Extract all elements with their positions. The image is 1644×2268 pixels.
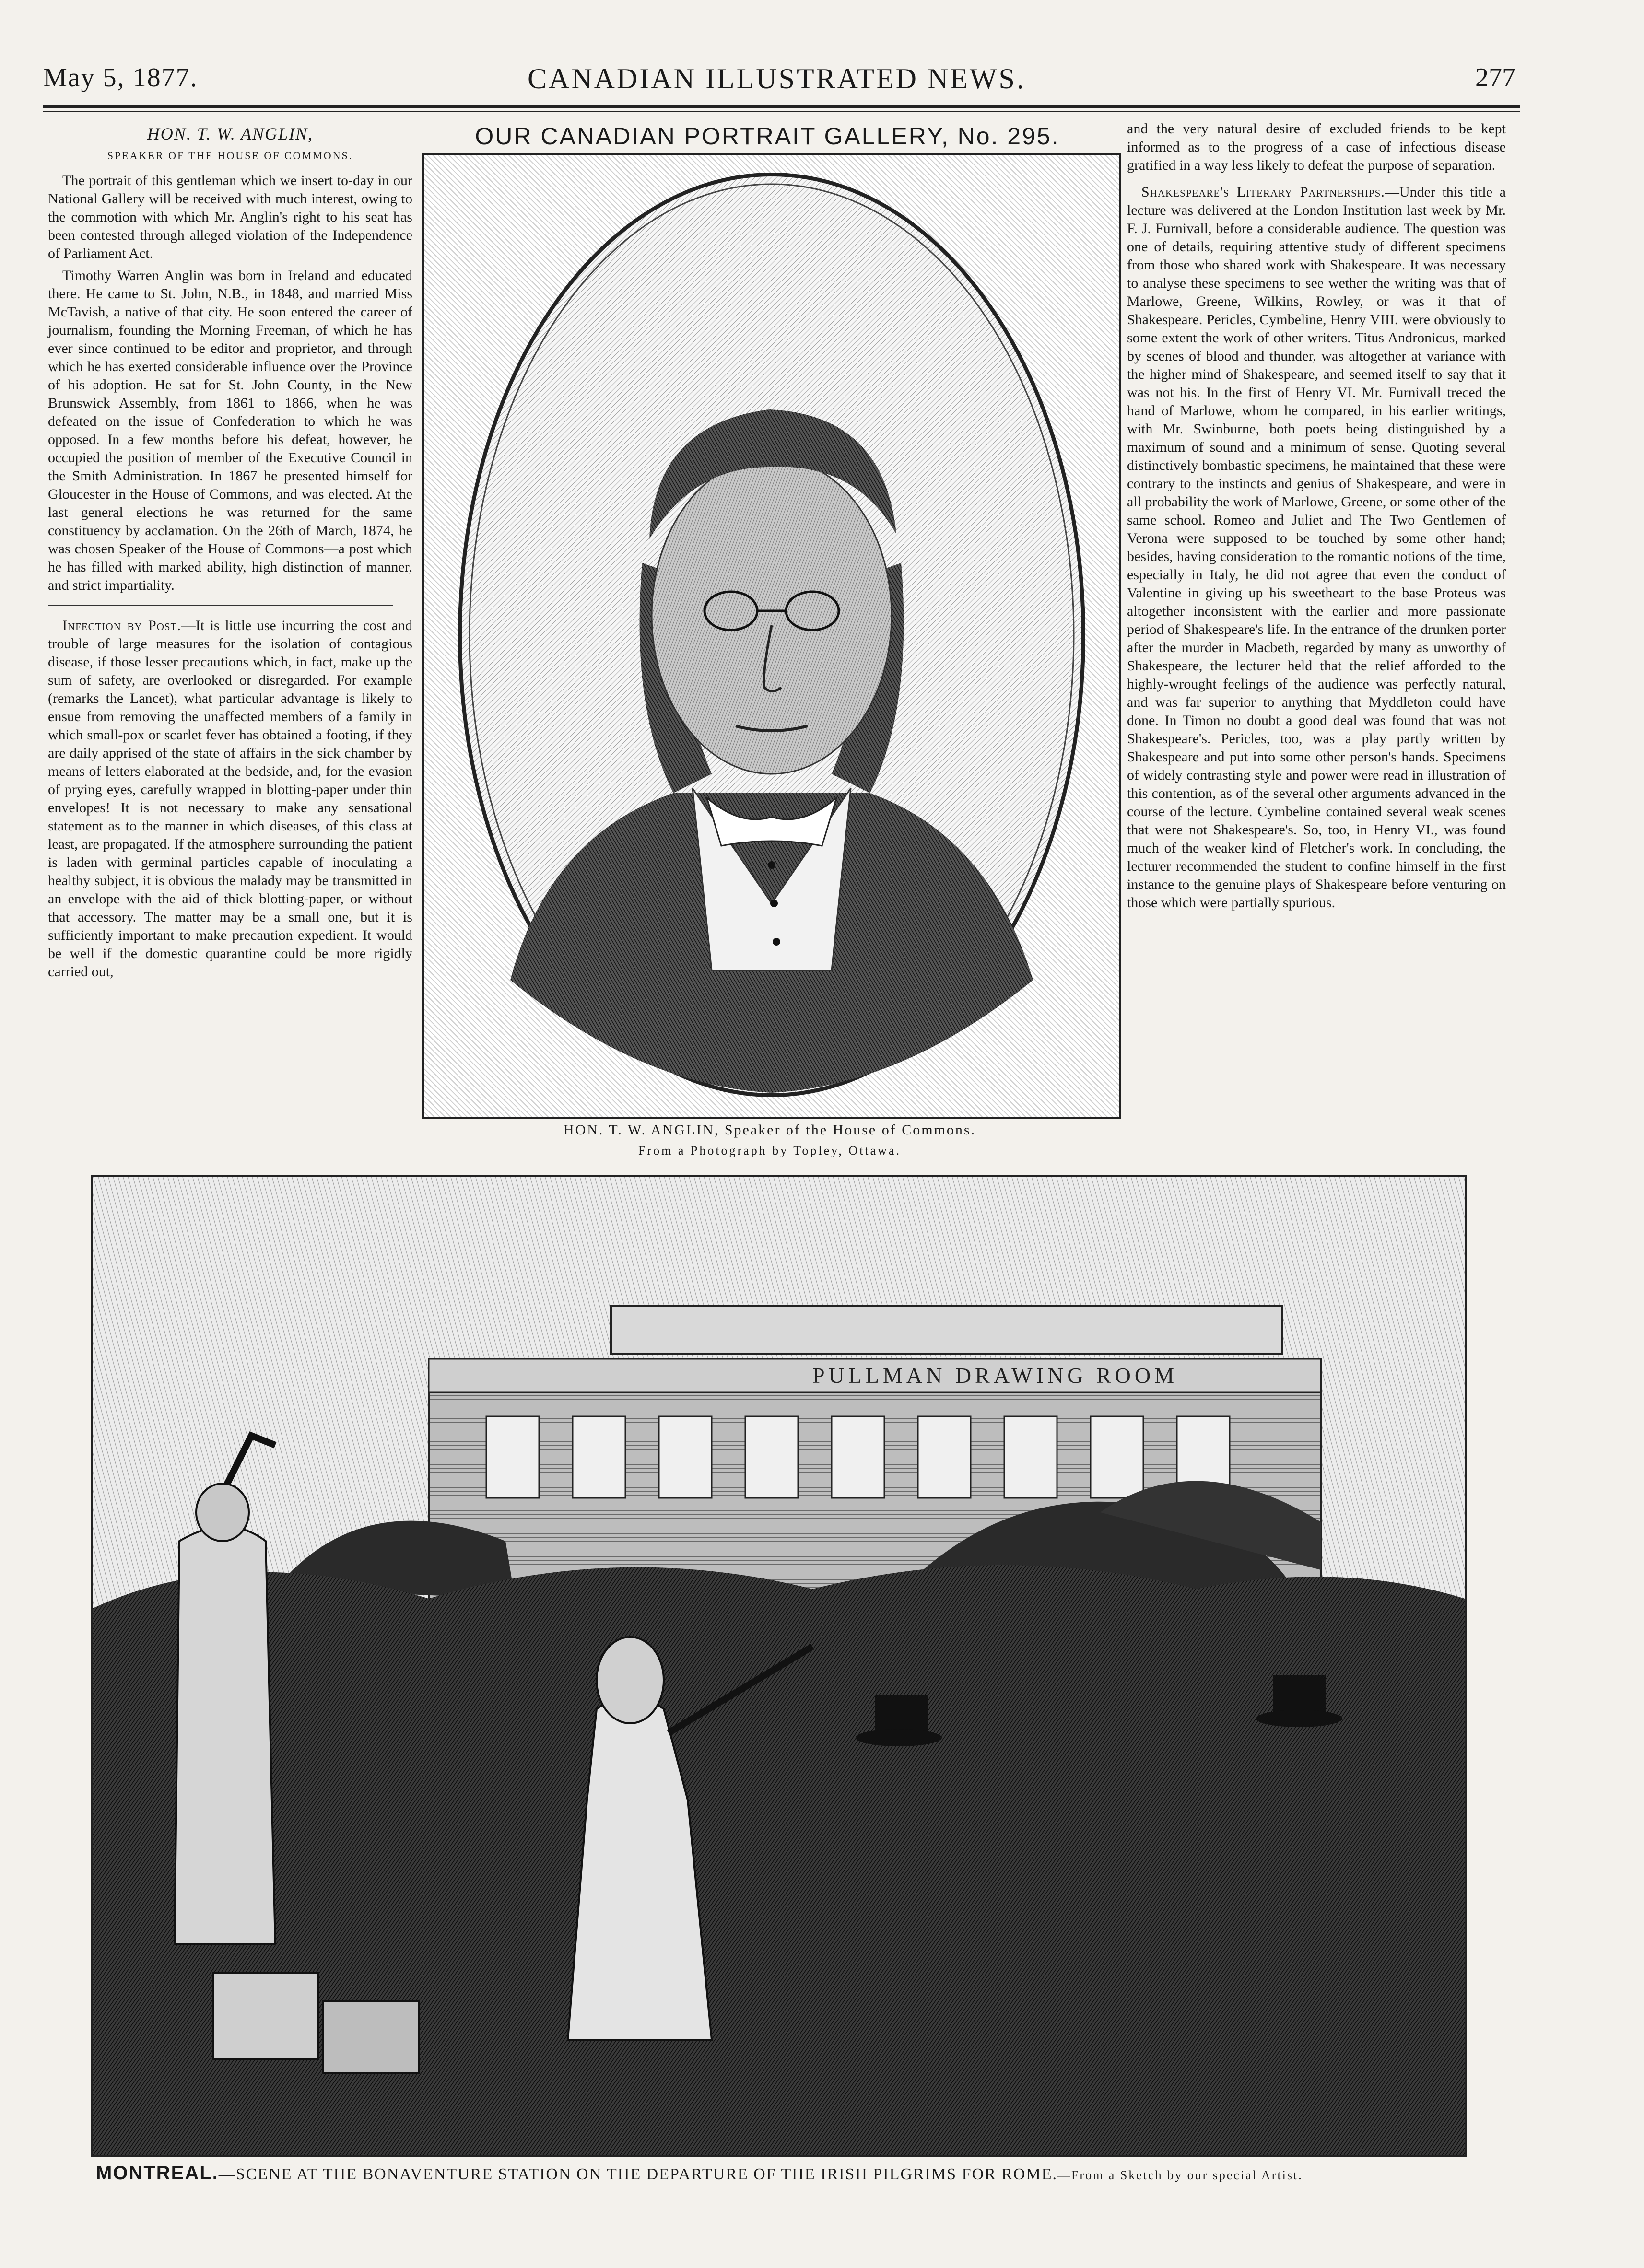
portrait-engraving xyxy=(422,153,1121,1119)
scene-caption-city: MONTREAL. xyxy=(96,2163,219,2184)
portrait-caption: HON. T. W. ANGLIN, Speaker of the House of Commons. xyxy=(563,1122,976,1138)
shakespeare-article xyxy=(1127,183,1506,912)
article-subheading-anglin: SPEAKER OF THE HOUSE OF COMMONS. xyxy=(107,150,353,162)
anglin-paragraph-2: Timothy Warren Anglin was born in Ireland and educated there. He came to St. John, N.B., in 1848, and married Miss McTavish, a native of that city. He soon entered the career of journalism, founding the Morning Freeman, of which he has ever since continued to be editor and proprietor, and through which he has exerted considerable influence over the Province of his adoption. He sat for St. John County, in the New Brunswick Assembly, from 1861 to 1866, when he was defeated on the issue of Confederation to which he was opposed. In a few months before his defeat, however, he occupied the position of member of the Executive Council in the Smith Administration. In 1867 he presented himself for Gloucester in the House of Commons, and was elected. At the last general elections he was returned for the same constituency by acclamation. On the 26th of March, 1874, he was chosen Speaker of the House of Commons—a post which he has filled with marked ability, high distinction of manner, and strict impartiality. xyxy=(48,268,412,593)
scene-caption-credit: —From a Sketch by our special Artist. xyxy=(1057,2168,1303,2182)
left-column xyxy=(48,120,412,985)
station-scene-illustration xyxy=(93,1177,1465,2155)
portrait-gallery-title: OUR CANADIAN PORTRAIT GALLERY, No. 295. xyxy=(475,123,1060,150)
page-number: 277 xyxy=(1475,63,1515,93)
infection-text: —It is little use incurring the cost and trouble of large measures for the isolation of contagious disease, if those lesser precautions which, in fact, make up the sum of safety, are overlooked or disregarded. For example (remarks the Lancet), what particular advantage is likely to ensue from removing the unaffected members of a family in which small-pox or scarlet fever has obtained a footing, if they are daily apprised of the state of affairs in the sick chamber by means of letters elaborated at the bedside, and, for the evasion of prying eyes, carefully wrapped in blotting-paper under thin envelopes! It is not necessary to make any sensational statement as to the manner in which diseases, of this class at least, are propagated. If the atmosphere surrounding the patient is laden with germinal particles capable of inoculating a healthy subject, it is obvious the malady may be transmitted in an envelope with the aid of thick blotting-paper, or without that accessory. The matter may be a small one, but it is sufficiently important to make precaution expedient. It would be well if the domestic quarantine could be more rigidly carried out, xyxy=(48,618,412,980)
anglin-paragraph-1: The portrait of this gentleman which we insert to-day in our National Gallery will be received with much interest, owing to the commotion with which Mr. Anglin's right to his seat has been contested through alleged violation of the Independence of Parliament Act. xyxy=(48,173,412,261)
infection-article xyxy=(48,617,412,981)
issue-date: May 5, 1877. xyxy=(43,63,198,93)
infection-continuation: and the very natural desire of excluded friends to be kept informed as to the progress of a case of infectious disease gratified in a way less likely to defeat the purpose of separation. xyxy=(1127,121,1506,173)
scene-caption xyxy=(96,2163,1468,2184)
portrait-illustration xyxy=(424,155,1119,1117)
masthead-rule-thin xyxy=(43,111,1520,112)
publication-title: CANADIAN ILLUSTRATED NEWS. xyxy=(528,63,1026,94)
column-divider xyxy=(48,605,393,606)
right-column xyxy=(1127,120,1506,916)
bonaventure-station-engraving xyxy=(91,1175,1467,2157)
masthead-rule xyxy=(43,105,1520,108)
shakespeare-text: —Under this title a lecture was delivered at the London Institution last week by Mr. F. J. Furnivall, before a considerable audience. The question was one of details, requiring attentive study of different specimens from those who shared work with Shakespeare. It was necessary to analyse these specimens to see wether the writing was that of Marlowe, Greene, Wilkins, Rowley, or was it that of Shakespeare. Pericles, Cymbeline, Henry VIII. were obviously to some extent the work of other writers. Titus Andronicus, marked by scenes of blood and thunder, was altogether at variance with the higher mind of Shakespeare, and seemed itself to say that it was not his. In the first of Henry VI. Mr. Furnivall treced the hand of Marlowe, whom he compared, in his earlier writings, with Mr. Swinburne, both poets being distinguished by a maximum of sound and a minimum of sense. Quoting several distinctively bombastic specimens, he maintained that these were contrary to the instincts and genius of Shakespeare, and were in all probability the work of Marlowe, Greene, or some other of the same school. Romeo and Juliet and The Two Gentlemen of Verona were supposed to be touched by some other hand; besides, having consideration to the romantic notions of the time, especially in Italy, he did not agree that even the conduct of Valentine in giving up his sweetheart to the base Proteus was altogether inconsistent with the earlier and more passionate period of Shakespeare's life. In the entrance of the drunken porter after the murder in Macbeth, regarded by many as unworthy of Shakespeare, the lecturer held that the relief afforded to the highly-wrought feelings of the audience was perfectly natural, and was far superior to anything that Myddleton could have done. In Timon no doubt a good deal was found that was not Shakespeare's. Pericles, too, was a play partly written by Shakespeare and put into some other person's hands. Specimens of widely contrasting style and power were read in illustration of this contention, as of the several other arguments advanced in the course of the lecture. Cymbeline contained several weak scenes that were not Shakespeare's. So, too, in Henry VI., was found much of the weaker kind of Fletcher's work. In concluding, the lecturer recommended the student to confine himself in the first instance to the genuine plays of Shakespeare before venturing on those which were partially spurious. xyxy=(1127,184,1506,911)
scene-caption-text: —SCENE AT THE BONAVENTURE STATION ON THE DEPARTURE OF THE IRISH PILGRIMS FOR ROME. xyxy=(218,2165,1057,2183)
pullman-car-sign: PULLMAN DRAWING ROOM xyxy=(812,1363,1178,1388)
article-heading-anglin: HON. T. W. ANGLIN, xyxy=(147,124,314,143)
shakespeare-runin-heading: Shakespeare's Literary Partnerships. xyxy=(1141,184,1385,200)
portrait-photo-credit: From a Photograph by Topley, Ottawa. xyxy=(638,1144,901,1157)
masthead xyxy=(43,62,1515,105)
infection-runin-heading: Infection by Post. xyxy=(62,618,181,633)
